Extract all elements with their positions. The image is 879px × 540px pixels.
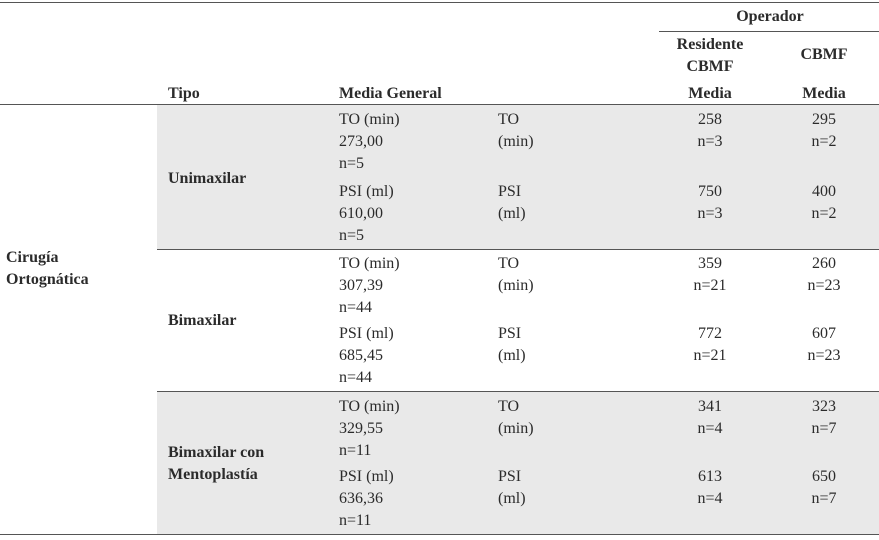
media-general-n: n=44 — [339, 369, 373, 386]
media-general-n: n=5 — [339, 155, 365, 172]
tipo-mentoplastia: Mentoplastía — [168, 466, 258, 483]
top-rule — [0, 2, 879, 3]
group-divider-2 — [157, 391, 879, 392]
cbmf-n: n=7 — [811, 490, 837, 507]
tipo-bimaxilar-con: Bimaxilar con — [168, 444, 265, 461]
media-general-n: n=5 — [339, 227, 365, 244]
residente-media: 341 — [698, 398, 722, 415]
media-general-label: TO (min) — [339, 255, 400, 272]
cbmf-n: n=23 — [807, 347, 841, 364]
measure-label: TO — [498, 111, 520, 128]
media-general-label: PSI (ml) — [339, 183, 394, 200]
measure-label: PSI — [498, 468, 522, 485]
residente-n: n=4 — [697, 420, 723, 437]
header-media-general: Media General — [339, 85, 442, 102]
residente-n: n=3 — [697, 133, 723, 150]
header-media-cbmf: Media — [802, 85, 846, 102]
media-general-n: n=44 — [339, 299, 373, 316]
residente-media: 613 — [698, 468, 722, 485]
cbmf-media: 295 — [812, 111, 836, 128]
media-general-value: 636,36 — [339, 490, 383, 507]
cbmf-n: n=2 — [811, 205, 837, 222]
cbmf-n: n=23 — [807, 277, 841, 294]
media-general-label: TO (min) — [339, 398, 400, 415]
measure-unit: (min) — [498, 133, 534, 150]
residente-n: n=4 — [697, 490, 723, 507]
header-residente-line1: Residente — [676, 36, 744, 53]
tipo-unimaxilar: Unimaxilar — [168, 170, 247, 187]
bottom-rule — [0, 534, 879, 535]
measure-unit: (min) — [498, 277, 534, 294]
residente-n: n=21 — [693, 277, 727, 294]
cbmf-n: n=7 — [811, 420, 837, 437]
residente-media: 258 — [698, 111, 722, 128]
measure-unit: (ml) — [498, 205, 526, 222]
cbmf-media: 650 — [812, 468, 836, 485]
tipo-bimaxilar: Bimaxilar — [168, 312, 237, 329]
category-line2: Ortognática — [6, 271, 89, 288]
media-general-label: PSI (ml) — [339, 325, 394, 342]
media-general-value: 685,45 — [339, 347, 383, 364]
media-general-value: 307,39 — [339, 277, 383, 294]
residente-media: 750 — [698, 183, 722, 200]
header-residente-line2: CBMF — [686, 58, 734, 75]
group-divider-1 — [157, 249, 879, 250]
cbmf-media: 607 — [812, 325, 836, 342]
measure-label: PSI — [498, 183, 522, 200]
residente-media: 772 — [698, 325, 722, 342]
measure-label: PSI — [498, 325, 522, 342]
measure-unit: (ml) — [498, 347, 526, 364]
measure-label: TO — [498, 398, 520, 415]
cbmf-n: n=2 — [811, 133, 837, 150]
category-line1: Cirugía — [6, 249, 59, 266]
residente-n: n=21 — [693, 347, 727, 364]
header-operador: Operador — [736, 8, 804, 25]
header-media-residente: Media — [688, 85, 732, 102]
cbmf-media: 260 — [812, 255, 836, 272]
operador-rule — [659, 31, 879, 32]
media-general-n: n=11 — [339, 442, 372, 459]
residente-media: 359 — [698, 255, 722, 272]
measure-unit: (ml) — [498, 490, 526, 507]
media-general-label: PSI (ml) — [339, 468, 394, 485]
media-general-label: TO (min) — [339, 111, 400, 128]
header-cbmf: CBMF — [800, 46, 848, 63]
measure-unit: (min) — [498, 420, 534, 437]
residente-n: n=3 — [697, 205, 723, 222]
media-general-value: 273,00 — [339, 133, 383, 150]
measure-label: TO — [498, 255, 520, 272]
cbmf-media: 400 — [812, 183, 836, 200]
header-tipo: Tipo — [168, 85, 200, 102]
media-general-n: n=11 — [339, 512, 372, 529]
media-general-value: 329,55 — [339, 420, 383, 437]
cbmf-media: 323 — [812, 398, 836, 415]
media-general-value: 610,00 — [339, 205, 383, 222]
